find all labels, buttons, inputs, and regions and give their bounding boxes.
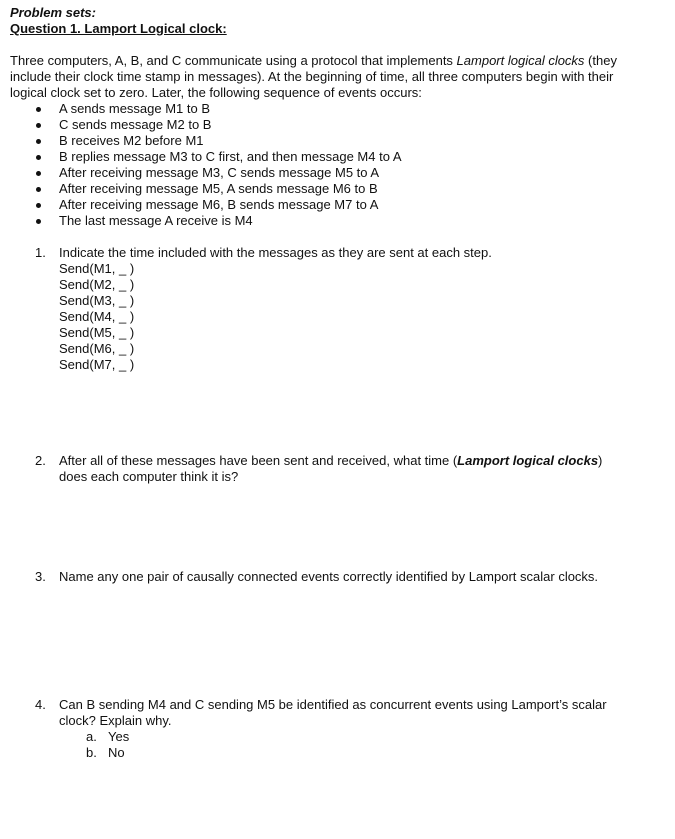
list-item: After receiving message M6, B sends message M7 to A	[10, 197, 655, 213]
send-item: Send(M2, _ )	[59, 277, 135, 292]
question-text: Name any one pair of causally connected events correctly identified by Lamport scalar clocks.	[59, 569, 599, 584]
question-title: Question 1. Lamport Logical clock:	[10, 21, 227, 36]
list-item: A sends message M1 to B	[10, 101, 655, 117]
send-item: Send(M4, _ )	[59, 309, 135, 324]
question-text: )	[598, 453, 603, 468]
intro-text: (they	[584, 53, 617, 68]
question-4	[10, 697, 655, 761]
list-item: After receiving message M3, C sends message M5 to A	[10, 165, 655, 181]
send-item: Send(M3, _ )	[59, 293, 135, 308]
question-1	[10, 245, 655, 373]
list-item: B replies message M3 to C first, and then message M4 to A	[10, 149, 655, 165]
option-label: a.	[86, 729, 97, 744]
intro-text: Three computers, A, B, and C communicate using a protocol that implements	[10, 53, 457, 68]
intro-italic: Lamport logical clocks	[456, 53, 585, 68]
question-text: clock? Explain why.	[59, 713, 172, 728]
events-list	[10, 101, 655, 229]
question-number: 4.	[35, 697, 46, 712]
question-number: 3.	[35, 569, 46, 584]
question-3	[10, 569, 655, 585]
question-italic: Lamport logical clocks	[457, 453, 599, 468]
option-text: Yes	[108, 729, 130, 744]
list-item: The last message A receive is M4	[10, 213, 655, 229]
list-item: C sends message M2 to B	[10, 117, 655, 133]
header	[10, 5, 655, 37]
send-item: Send(M6, _ )	[59, 341, 135, 356]
send-item: Send(M1, _ )	[59, 261, 135, 276]
option-b	[10, 745, 655, 761]
intro-text: include their clock time stamp in messages). At the beginning of time, all three computers begin with their	[10, 69, 614, 84]
list-item: B receives M2 before M1	[10, 133, 655, 149]
intro-text: logical clock set to zero. Later, the following sequence of events occurs:	[10, 85, 422, 100]
question-text: After all of these messages have been sent and received, what time (	[59, 453, 458, 468]
option-label: b.	[86, 745, 97, 760]
question-text: Can B sending M4 and C sending M5 be identified as concurrent events using Lamport’s scalar	[59, 697, 607, 712]
question-text: does each computer think it is?	[59, 469, 239, 484]
problem-sets-heading: Problem sets:	[10, 5, 96, 20]
question-text: Indicate the time included with the messages as they are sent at each step.	[59, 245, 492, 260]
option-a	[10, 729, 655, 745]
send-item: Send(M5, _ )	[59, 325, 135, 340]
question-number: 1.	[35, 245, 46, 260]
list-item: After receiving message M5, A sends message M6 to B	[10, 181, 655, 197]
option-text: No	[108, 745, 125, 760]
question-2	[10, 453, 655, 485]
question-number: 2.	[35, 453, 46, 468]
send-item: Send(M7, _ )	[59, 357, 135, 372]
intro-paragraph	[10, 53, 655, 101]
